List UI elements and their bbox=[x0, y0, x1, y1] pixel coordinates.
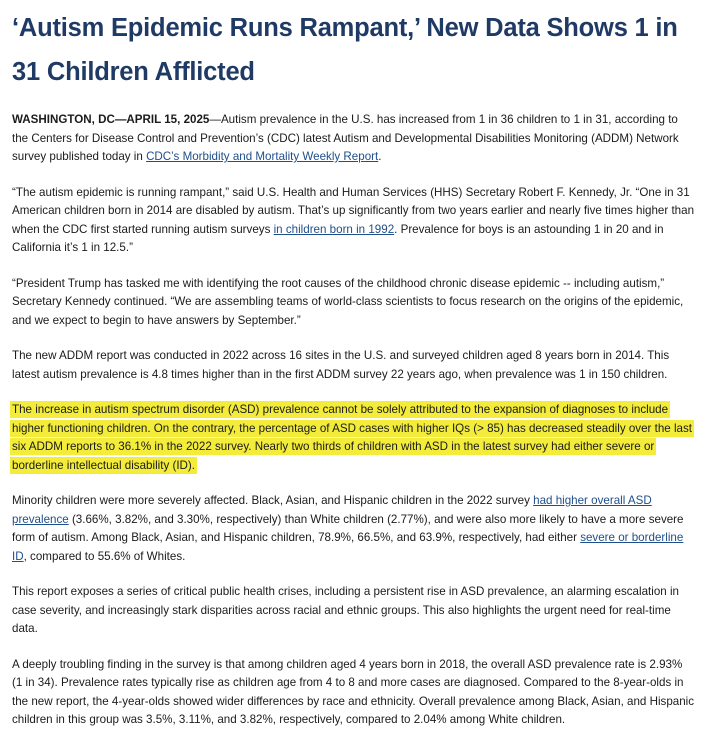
higher-prevalence-link[interactable]: had higher overall ASD prevalence bbox=[12, 494, 652, 526]
children-born-1992-link[interactable]: in children born in 1992 bbox=[273, 222, 395, 236]
paragraph-intro-text: —Autism prevalence in the U.S. has increased from 1 in 36 children to 1 in 31, according to the Centers for Disease Control and Prevention’s (CDC) latest Autism and Developmental Disabilities Monitoring (ADDM) Network survey published today in bbox=[12, 113, 679, 163]
paragraph-highlighted bbox=[10, 401, 695, 475]
paragraph-public-health: This report exposes a series of critical public health crises, including a persistent rise in ASD prevalence, an alarming escalation in case severity, and increasingly stark disparities across racial and ethnic groups. This also highlights the urgent need for real-time data. bbox=[12, 585, 679, 635]
paragraph-four-year-olds: A deeply troubling finding in the survey is that among children aged 4 years born in 2018, the overall ASD prevalence rate is 2.93% (1 in 34). Prevalence rates typically rise as children age from 4 to 8 and more cases are diagnosed. Compared to the 8-year-olds in the new report, the 4-year-olds showed wider differences by race and ethnicity. Overall prevalence among Black, Asian, and Hispanic children in this group was 3.5%, 3.11%, and 3.82%, respectively, compared to 2.04% among White children. bbox=[12, 657, 695, 726]
paragraph-intro: WASHINGTON, DC—APRIL 15, 2025—Autism prevalence in the U.S. has increased from 1 in 36 children to 1 in 31, according to the Centers for Disease Control and Prevention’s (CDC) latest Autism and Developmental Disabilities Monitoring (ADDM) Network survey published today in CDC’s Morbidity and Mortality Weekly Report. bbox=[12, 113, 679, 163]
paragraph-kennedy-quote: “The autism epidemic is running rampant,” said U.S. Health and Human Services (HHS) Secretary Robert F. Kennedy, Jr. “One in 31 American children born in 2014 are disabled by autism. That’s up significantly from two years earlier and nearly five times higher than when the CDC first started running autism surveys in children born in 1992. Prevalence for boys is an astounding 1 in 20 and in California it’s 1 in 12.5.” bbox=[12, 185, 695, 254]
paragraph-minority-children: Minority children were more severely affected. Black, Asian, and Hispanic children in the 2022 survey had higher overall ASD prevalence (3.66%, 3.82%, and 3.30%, respectively) than White children (2.77%), and were also more likely to have a more severe form of autism. Among Black, Asian, and Hispanic children, 78.9%, 66.5%, and 63.9%, respectively, had either severe or borderline ID, compared to 55.6% of Whites. bbox=[12, 494, 684, 563]
highlighted-text: The increase in autism spectrum disorder (ASD) prevalence cannot be solely attributed to the expansion of diagnoses to include higher functioning children. On the contrary, the percentage of ASD cases with higher IQs (> 85) has decreased steadily over the last six ADDM reports to 36.1% in the 2022 survey. Nearly two thirds of children with ASD in the latest survey had either severe or borderline intellectual disability (ID). bbox=[12, 403, 693, 472]
paragraph-kennedy-continued: “President Trump has tasked me with identifying the root causes of the childhood chronic disease epidemic -- including autism,” Secretary Kennedy continued. “We are assembling teams of world-class scientists to focus research on the origins of the epidemic, and we expect to begin to have answers by September.” bbox=[12, 276, 684, 327]
mmwr-link[interactable]: CDC’s Morbidity and Mortality Weekly Report bbox=[146, 150, 379, 163]
severe-borderline-id-link[interactable]: severe or borderline ID bbox=[12, 531, 684, 563]
dateline: WASHINGTON, DC—APRIL 15, 2025 bbox=[12, 113, 210, 126]
paragraph-addm-report: The new ADDM report was conducted in 2022 across 16 sites in the U.S. and surveyed children aged 8 years born in 2014. This latest autism prevalence is 4.8 times higher than in the first ADDM survey 22 years ago, when prevalence was 1 in 150 children. bbox=[12, 349, 670, 381]
article-title: ‘Autism Epidemic Runs Rampant,’ New Data Shows 1 in 31 Children Afflicted bbox=[12, 14, 678, 86]
